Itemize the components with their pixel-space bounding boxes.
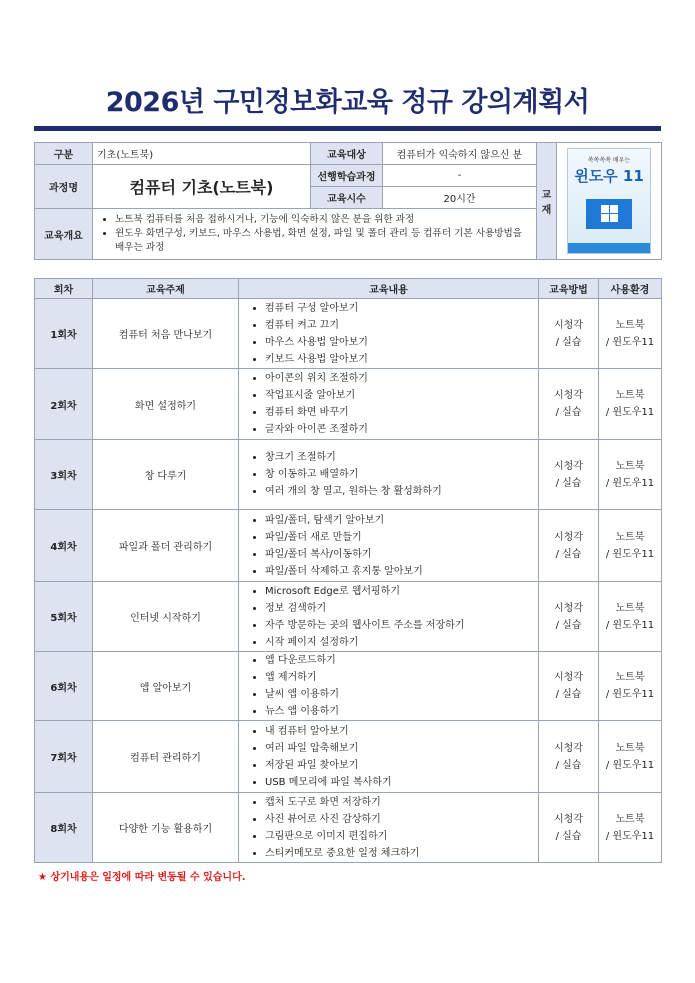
- target-value: 컴퓨터가 익숙하지 않으신 분: [383, 143, 537, 165]
- content-cell: [239, 369, 539, 440]
- environment-cell-line: / 윈도우11: [605, 759, 655, 771]
- content-item: • 창 이동하고 배열하기: [265, 466, 534, 483]
- content-item: • 파일/폴더 복사/이동하기: [265, 546, 534, 563]
- topic-cell: 화면 설정하기: [93, 369, 239, 440]
- environment-cell-line: 노트북: [615, 813, 645, 825]
- textbook-cover: [557, 143, 662, 260]
- book-subtitle: 쏙쏙쏙쏙 배우는: [587, 157, 631, 164]
- schedule-table: [34, 278, 662, 863]
- table-row: [35, 793, 662, 863]
- method-cell-line: / 실습: [555, 759, 582, 771]
- session-cell: 3회차: [35, 440, 93, 510]
- environment-cell-line: 노트북: [615, 319, 645, 331]
- content-item: • 앱 다운로드하기: [265, 652, 534, 669]
- table-row: [35, 510, 662, 582]
- session-cell: 5회차: [35, 582, 93, 652]
- content-item: • 시작 페이지 설정하기: [265, 634, 534, 651]
- windows-logo-icon: [586, 199, 632, 229]
- environment-cell: [599, 369, 662, 440]
- overview-label: 교육개요: [35, 209, 93, 260]
- table-row: [35, 582, 662, 652]
- topic-cell: 파일과 폴더 관리하기: [93, 510, 239, 582]
- topic-cell: 인터넷 시작하기: [93, 582, 239, 652]
- page-title: 2026년 구민정보화교육 정규 강의계획서: [105, 87, 590, 118]
- content-item: • 창크기 조절하기: [265, 449, 534, 466]
- content-cell: [239, 299, 539, 369]
- content-item: • 컴퓨터 켜고 끄기: [265, 317, 534, 334]
- method-cell: [539, 440, 599, 510]
- content-item: • Microsoft Edge로 웹서핑하기: [265, 583, 534, 600]
- environment-cell: [599, 721, 662, 793]
- overview-item: • 노트북 컴퓨터를 처음 접하시거나, 기능에 익숙하지 않은 분을 위한 과정: [115, 213, 532, 227]
- content-item: • 스티커메모로 중요한 일정 체크하기: [265, 845, 534, 862]
- overview-content: [93, 209, 537, 260]
- environment-cell-line: / 윈도우11: [605, 477, 655, 489]
- content-item: • 정보 검색하기: [265, 600, 534, 617]
- table-row: [35, 440, 662, 510]
- content-cell: [239, 793, 539, 863]
- environment-cell-line: / 윈도우11: [605, 407, 655, 418]
- session-cell: 2회차: [35, 369, 93, 440]
- content-item: • 아이콘의 위치 조절하기: [265, 370, 534, 387]
- environment-cell-line: 노트북: [615, 742, 645, 754]
- method-cell-line: 시청각: [554, 390, 583, 401]
- method-cell: [539, 652, 599, 721]
- content-item: • 컴퓨터 구성 알아보기: [265, 300, 534, 317]
- header-session: 회차: [35, 279, 93, 299]
- topic-cell: 컴퓨터 처음 만나보기: [93, 299, 239, 369]
- environment-cell-line: 노트북: [615, 672, 645, 683]
- method-cell: [539, 793, 599, 863]
- content-item: • 여러 파일 압축해보기: [265, 740, 534, 757]
- content-item: • 파일/폴더 새로 만들기: [265, 529, 534, 546]
- method-cell-line: 시청각: [554, 319, 583, 331]
- content-item: • USB 메모리에 파일 복사하기: [265, 774, 534, 791]
- content-item: • 뉴스 앱 이용하기: [265, 703, 534, 720]
- session-cell: 7회차: [35, 721, 93, 793]
- content-item: • 글자와 아이콘 조절하기: [265, 421, 534, 438]
- prereq-label: 선행학습과정: [311, 165, 383, 187]
- method-cell: [539, 582, 599, 652]
- content-cell: [239, 440, 539, 510]
- session-cell: 6회차: [35, 652, 93, 721]
- content-item: • 앱 제거하기: [265, 669, 534, 686]
- environment-cell-line: / 윈도우11: [605, 830, 655, 842]
- environment-cell-line: 노트북: [615, 531, 645, 543]
- header-environment: 사용환경: [599, 279, 662, 299]
- header-topic: 교육주제: [93, 279, 239, 299]
- content-item: • 저장된 파일 찾아보기: [265, 757, 534, 774]
- header-method: 교육방법: [539, 279, 599, 299]
- hours-value: 20시간: [383, 187, 537, 209]
- content-cell: [239, 652, 539, 721]
- book-stripe: [568, 243, 650, 253]
- content-item: • 그림판으로 이미지 편집하기: [265, 828, 534, 845]
- content-item: • 파일/폴더 삭제하고 휴지통 알아보기: [265, 563, 534, 580]
- environment-cell-line: / 윈도우11: [605, 689, 655, 700]
- header-content: 교육내용: [239, 279, 539, 299]
- book-name: 윈도우 11: [574, 167, 644, 185]
- environment-cell-line: / 윈도우11: [605, 548, 655, 560]
- environment-cell: [599, 582, 662, 652]
- category-label: 구분: [35, 143, 93, 165]
- content-item: • 파일/폴더, 탐색기 알아보기: [265, 512, 534, 529]
- topic-cell: 창 다루기: [93, 440, 239, 510]
- content-item: • 캡처 도구로 화면 저장하기: [265, 794, 534, 811]
- table-row: [35, 721, 662, 793]
- course-value: 컴퓨터 기초(노트북): [93, 165, 311, 209]
- content-item: • 컴퓨터 화면 바꾸기: [265, 404, 534, 421]
- method-cell: [539, 510, 599, 582]
- method-cell-line: / 실습: [555, 689, 582, 700]
- topic-cell: 컴퓨터 관리하기: [93, 721, 239, 793]
- method-cell-line: 시청각: [554, 742, 583, 754]
- topic-cell: 다양한 기능 활용하기: [93, 793, 239, 863]
- method-cell-line: / 실습: [555, 477, 582, 489]
- content-item: • 여러 개의 창 열고, 원하는 창 활성화하기: [265, 483, 534, 500]
- content-cell: [239, 510, 539, 582]
- hours-label: 교육시수: [311, 187, 383, 209]
- environment-cell: [599, 652, 662, 721]
- method-cell-line: / 실습: [555, 336, 582, 348]
- environment-cell: [599, 510, 662, 582]
- environment-cell-line: / 윈도우11: [605, 336, 655, 348]
- session-cell: 8회차: [35, 793, 93, 863]
- table-row: [35, 299, 662, 369]
- method-cell-line: / 실습: [555, 548, 582, 560]
- table-row: [35, 652, 662, 721]
- method-cell: [539, 369, 599, 440]
- content-item: • 마우스 사용법 알아보기: [265, 334, 534, 351]
- environment-cell: [599, 299, 662, 369]
- method-cell: [539, 299, 599, 369]
- course-label: 과정명: [35, 165, 93, 209]
- environment-cell-line: / 윈도우11: [605, 619, 655, 631]
- method-cell: [539, 721, 599, 793]
- method-cell-line: 시청각: [554, 460, 583, 472]
- content-item: • 작업표시줄 알아보기: [265, 387, 534, 404]
- method-cell-line: / 실습: [555, 407, 582, 418]
- content-cell: [239, 721, 539, 793]
- target-label: 교육대상: [311, 143, 383, 165]
- method-cell-line: 시청각: [554, 602, 583, 614]
- title-underline: [34, 126, 661, 131]
- content-item: • 자주 방문하는 곳의 웹사이트 주소를 저장하기: [265, 617, 534, 634]
- method-cell-line: 시청각: [554, 813, 583, 825]
- prereq-value: -: [383, 165, 537, 187]
- table-row: [35, 369, 662, 440]
- environment-cell-line: 노트북: [615, 460, 645, 472]
- overview-item: • 윈도우 화면구성, 키보드, 마우스 사용법, 화면 설정, 파일 및 폴더 관리 등 컴퓨터 기본 사용방법을 배우는 과정: [115, 227, 532, 255]
- footnote: ★ 상기내용은 일정에 따라 변동될 수 있습니다.: [38, 872, 246, 883]
- session-cell: 1회차: [35, 299, 93, 369]
- category-value: 기초(노트북): [93, 143, 311, 165]
- content-item: • 사진 뷰어로 사진 감상하기: [265, 811, 534, 828]
- textbook-label: 교재: [537, 143, 557, 260]
- topic-cell: 앱 알아보기: [93, 652, 239, 721]
- content-item: • 날씨 앱 이용하기: [265, 686, 534, 703]
- environment-cell-line: 노트북: [615, 602, 645, 614]
- environment-cell: [599, 440, 662, 510]
- content-item: • 키보드 사용법 알아보기: [265, 351, 534, 368]
- method-cell-line: 시청각: [554, 531, 583, 543]
- environment-cell-line: 노트북: [615, 390, 645, 401]
- method-cell-line: / 실습: [555, 830, 582, 842]
- method-cell-line: / 실습: [555, 619, 582, 631]
- method-cell-line: 시청각: [554, 672, 583, 683]
- content-cell: [239, 582, 539, 652]
- content-item: • 내 컴퓨터 알아보기: [265, 723, 534, 740]
- environment-cell: [599, 793, 662, 863]
- session-cell: 4회차: [35, 510, 93, 582]
- course-info-table: [34, 142, 662, 260]
